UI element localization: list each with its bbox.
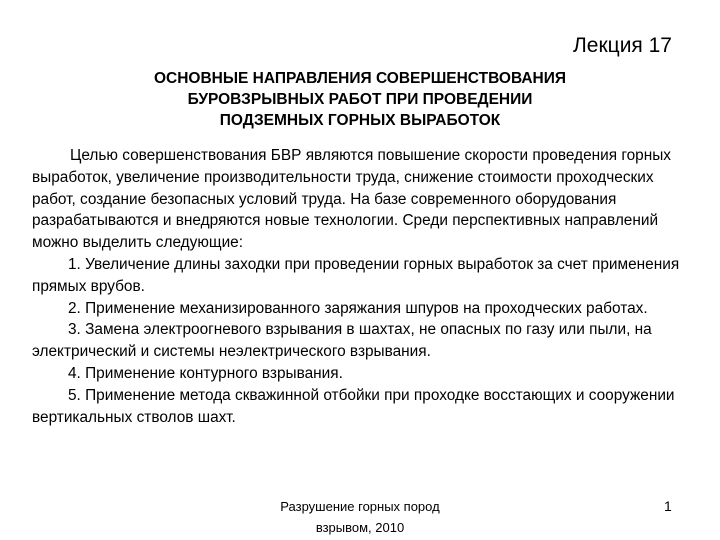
page-title [90, 68, 630, 131]
footer-source-line-1: Разрушение горных пород [280, 499, 440, 514]
footer-source-line-2: взрывом, 2010 [315, 520, 405, 535]
title-line-1: ОСНОВНЫЕ НАПРАВЛЕНИЯ СОВЕРШЕНСТВОВАНИЯ [153, 70, 567, 87]
list-item-4: 4. Применение контурного взрывания. [68, 364, 343, 382]
list-item-3: 3. Замена электроогневого взрывания в шахтах, не опасных по газу или пыли, на электрический и системы неэлектрического взрывания. [32, 321, 652, 361]
title-line-3: ПОДЗЕМНЫХ ГОРНЫХ ВЫРАБОТОК [219, 112, 501, 129]
page-number: 1 [664, 498, 672, 514]
intro-paragraph: Целью совершенствования БВР являются повышение скорости проведения горных выработок, увеличение производительности труда, снижение стоимости проходческих работ, создание безопасных условий труда. На базе современного оборудования разрабатываются и внедряются новые технологии. Среди перспективных направлений можно выделить следующие: [32, 147, 671, 252]
lecture-number: Лекция 17 [573, 34, 672, 57]
list-item-5: 5. Применение метода скважинной отбойки при проходке восстающих и сооружении вертикальных стволов шахт. [32, 386, 675, 426]
title-line-2: БУРОВЗРЫВНЫХ РАБОТ ПРИ ПРОВЕДЕНИИ [187, 91, 533, 108]
body-text [32, 145, 684, 428]
list-item-2: 2. Применение механизированного заряжания шпуров на проходческих работах. [68, 299, 648, 317]
list-item-1: 1. Увеличение длины заходки при проведении горных выработок за счет применения прямых врубов. [32, 255, 680, 295]
footer-source [240, 496, 480, 538]
